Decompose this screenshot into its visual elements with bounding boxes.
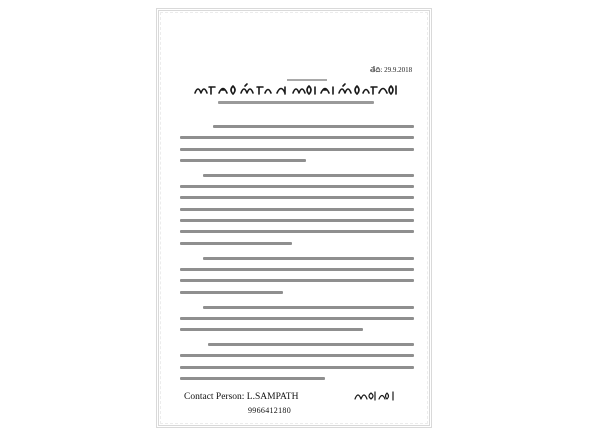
press-note-label-mark xyxy=(287,79,327,81)
body-text-mark xyxy=(180,125,414,388)
headline-mark xyxy=(193,82,399,98)
contact-phone: 9966412180 xyxy=(248,406,291,415)
contact-person: Contact Person: L.SAMPATH xyxy=(184,392,299,402)
subheading-mark xyxy=(218,101,374,104)
signature-mark xyxy=(353,389,397,403)
release-date: తేది: 29.9.2018 xyxy=(370,66,413,74)
